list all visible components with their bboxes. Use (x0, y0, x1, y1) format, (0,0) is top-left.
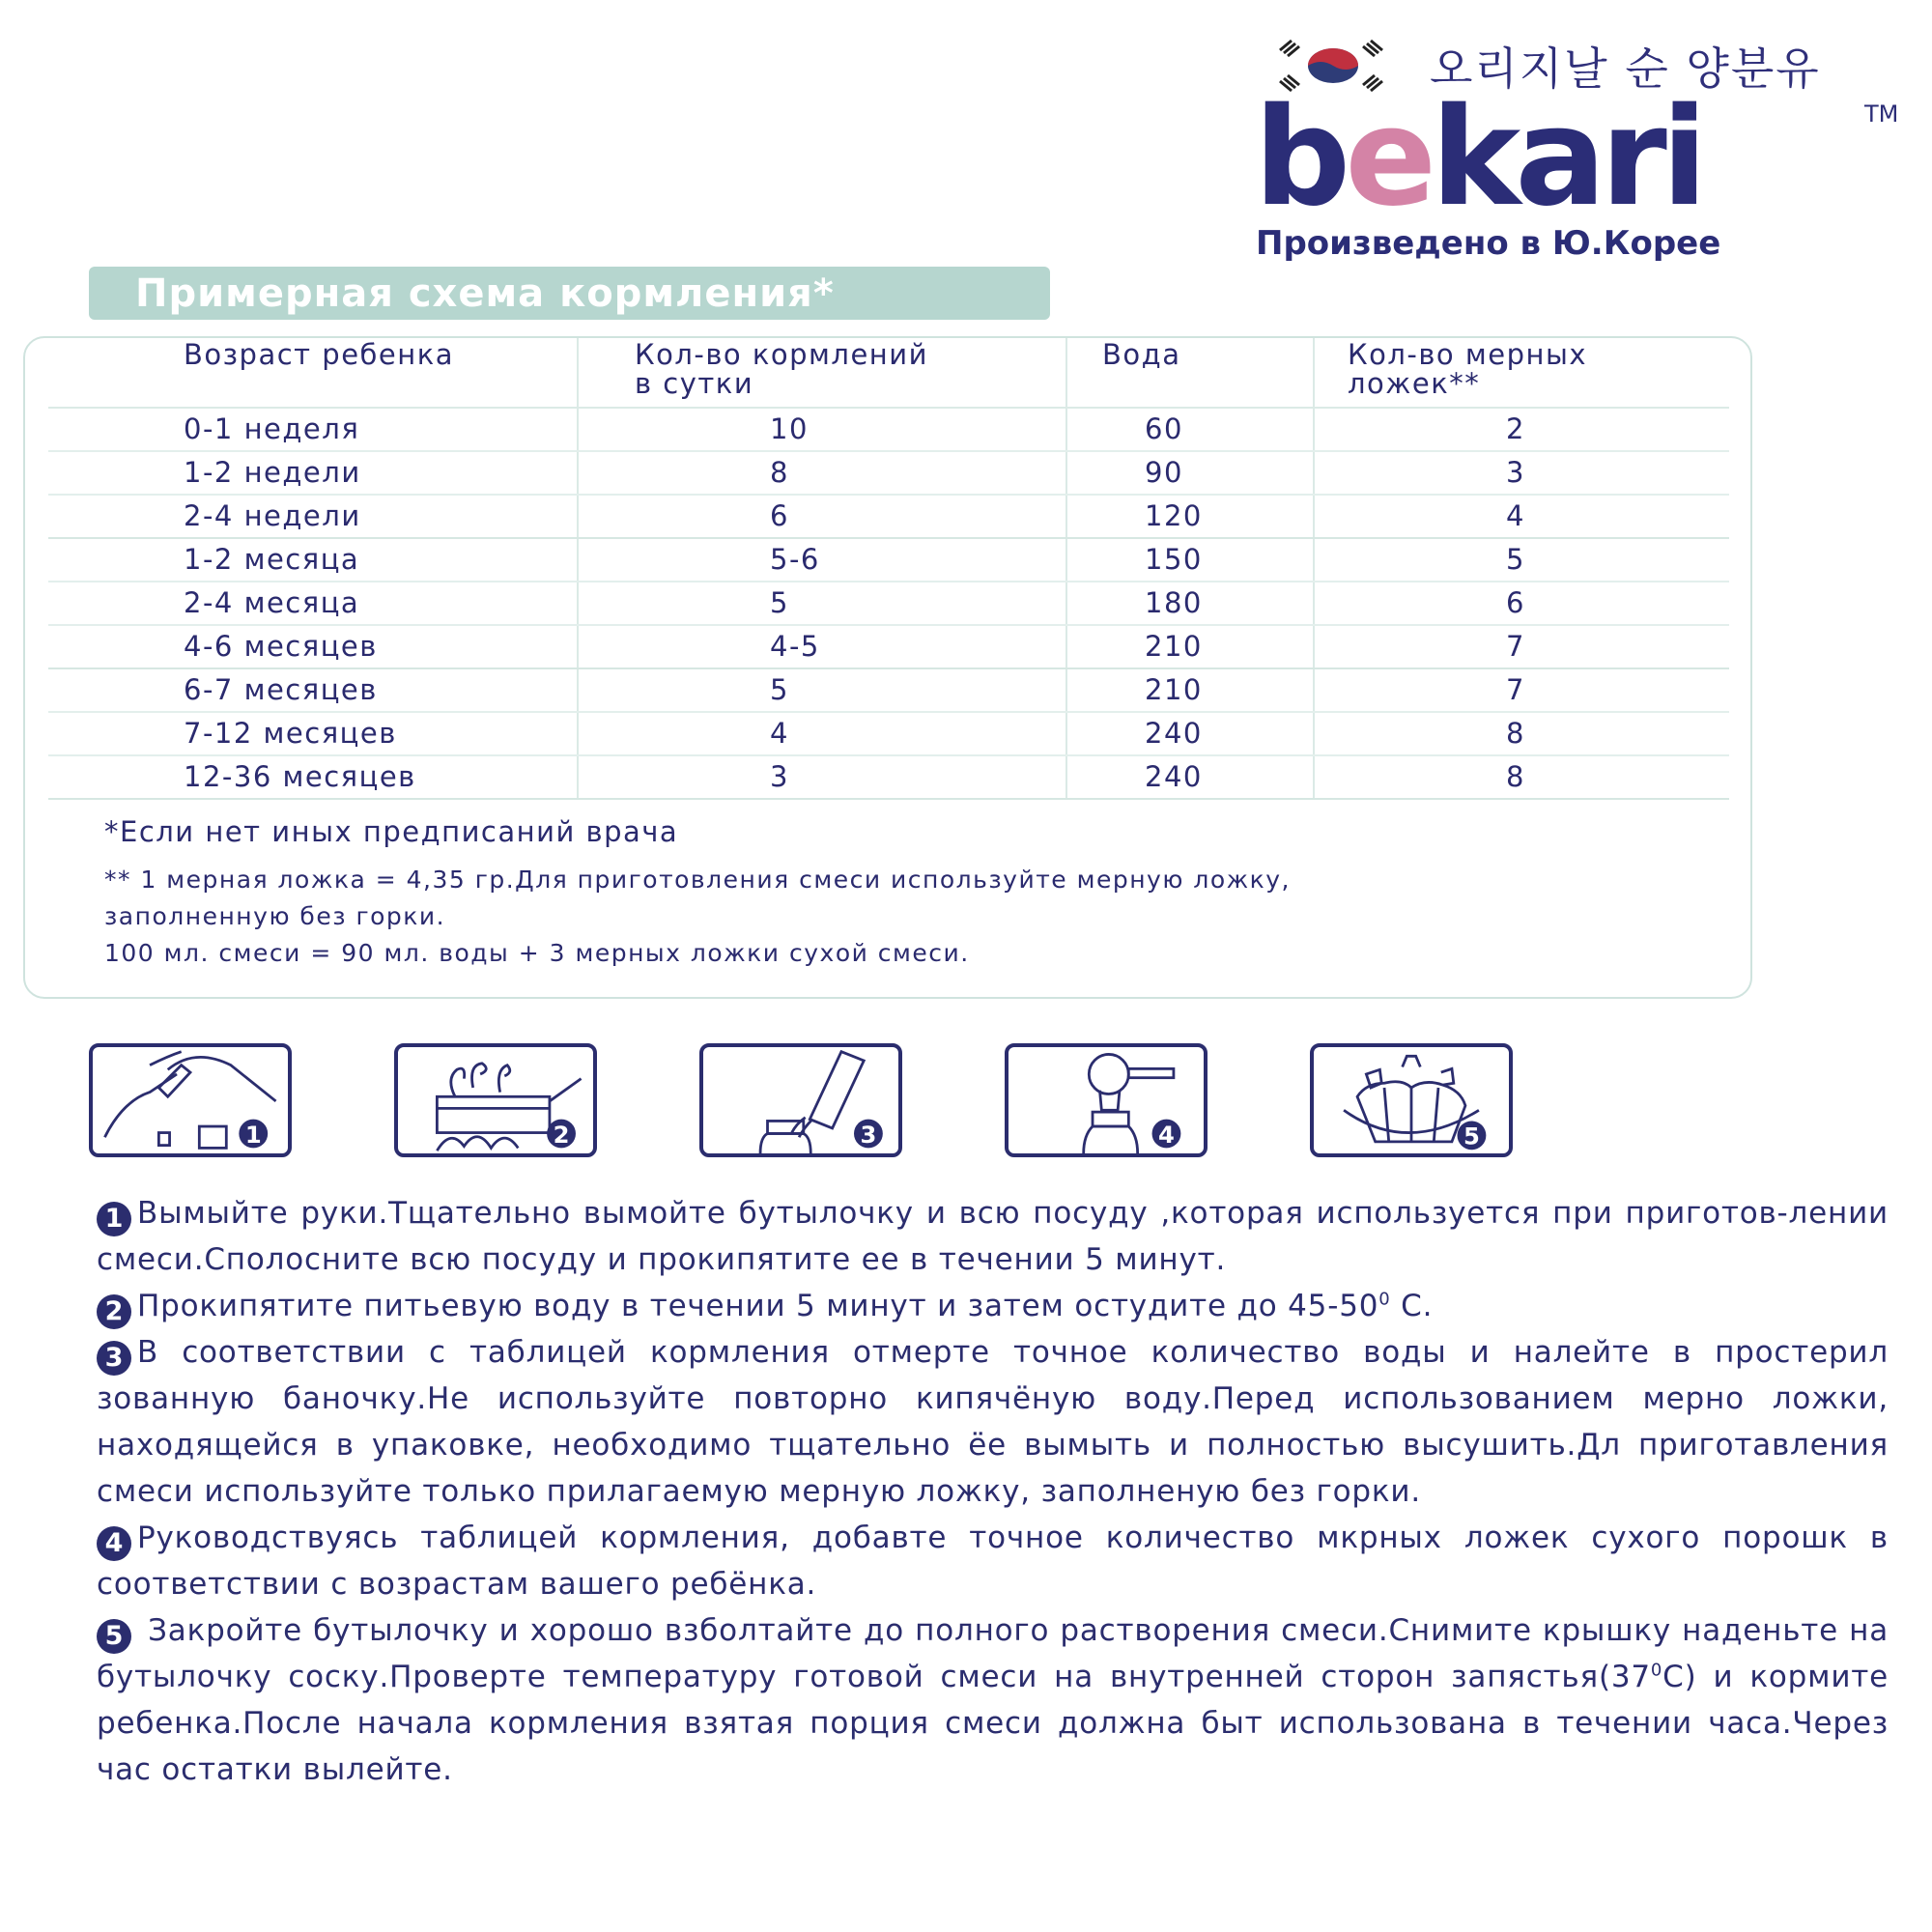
cell-spoons: 6 (1314, 582, 1729, 625)
header-water-text: Вода (1102, 338, 1181, 371)
step-2-text: Прокипятите питьевую воду в течении 5 минут и затем остудите до 45-50 (137, 1289, 1379, 1323)
step-1 (97, 1190, 1889, 1283)
degree-sup: 0 (1650, 1660, 1663, 1681)
brand-part-kari: kari (1431, 79, 1702, 237)
icon-number-1: 1 (244, 1121, 262, 1149)
cell-feedings: 5-6 (578, 538, 1066, 582)
cell-feedings: 4-5 (578, 625, 1066, 668)
icon-number-4: 4 (1158, 1121, 1175, 1149)
step-number-4: 4 (97, 1526, 131, 1561)
cell-water: 120 (1066, 495, 1314, 538)
cell-spoons: 8 (1314, 755, 1729, 799)
doctor-note: *Если нет иных предписаний врача (104, 815, 679, 848)
step-2 (97, 1283, 1889, 1329)
cell-water: 150 (1066, 538, 1314, 582)
cell-spoons: 3 (1314, 451, 1729, 495)
brand-part-b: b (1254, 79, 1346, 237)
step-5-text: Закройте бутылочку и хорошо взболтайте до полного растворения смеси.Снимите крышку наденьте на бутылочку соску.Проверте температуру готовой смеси на внутренней сторон запястья(37 (97, 1613, 1889, 1694)
cell-feedings: 3 (578, 755, 1066, 799)
section-title: Примерная схема кормления* (135, 271, 835, 316)
step-5-text-end: С) и кормите ребенка.После начала кормления взятая порция смеси должна быт использована в течении часа.Через час остатки вылейте. (97, 1660, 1889, 1787)
cell-age: 1-2 месяца (48, 538, 578, 582)
cell-age: 0-1 неделя (48, 408, 578, 451)
cell-age: 7-12 месяцев (48, 712, 578, 755)
table-row (48, 712, 1729, 755)
step-5 (97, 1607, 1889, 1793)
made-in-label: Произведено в Ю.Корее (1256, 224, 1721, 263)
table-header-row (48, 338, 1729, 408)
cell-water: 210 (1066, 668, 1314, 712)
cell-water: 180 (1066, 582, 1314, 625)
cell-spoons: 7 (1314, 625, 1729, 668)
icon-number-3: 3 (860, 1121, 877, 1149)
pour-water-icon (699, 1043, 902, 1157)
preparation-instructions (97, 1190, 1889, 1793)
step-3 (97, 1329, 1889, 1515)
table-row (48, 538, 1729, 582)
cell-feedings: 6 (578, 495, 1066, 538)
header-age (48, 338, 578, 408)
cell-feedings: 8 (578, 451, 1066, 495)
header-spoons-line1: Кол-во мерных (1348, 338, 1588, 371)
cell-age: 2-4 недели (48, 495, 578, 538)
spoon-note-line1: ** 1 мерная ложка = 4,35 гр.Для приготовления смеси используйте мерную ложку, (104, 866, 1291, 894)
ratio-note: 100 мл. смеси = 90 мл. воды + 3 мерных ложки сухой смеси. (104, 939, 970, 967)
cell-spoons: 2 (1314, 408, 1729, 451)
step-4-text: Руководствуясь таблицей кормления, добавте точное количество мкрных ложек сухого порошк в соответствии с возрастам вашего ребёнка. (97, 1520, 1889, 1602)
brand-part-e: e (1345, 79, 1432, 237)
header-feedings (578, 338, 1066, 408)
step-4 (97, 1515, 1889, 1607)
table-row (48, 625, 1729, 668)
feeding-table-content (48, 338, 1729, 972)
table-row (48, 495, 1729, 538)
header-feedings-line2: в сутки (635, 367, 754, 400)
header-feedings-line1: Кол-во кормлений (635, 338, 928, 371)
step-number-1: 1 (97, 1202, 131, 1236)
step-1-text: Вымыйте руки.Тщательно вымойте бутылочку и всю посуду ,которая используется при приготов-лении смеси.Сполосните всю посуду и прокипятите ее в течении 5 минут. (97, 1196, 1889, 1277)
step-2-text-end: С. (1390, 1289, 1434, 1323)
cell-feedings: 10 (578, 408, 1066, 451)
cell-feedings: 4 (578, 712, 1066, 755)
icon-number-2: 2 (553, 1121, 570, 1149)
step-number-5: 5 (97, 1619, 131, 1654)
table-row (48, 582, 1729, 625)
step-number-2: 2 (97, 1294, 131, 1329)
cell-age: 1-2 недели (48, 451, 578, 495)
cell-age: 2-4 месяца (48, 582, 578, 625)
cell-water: 60 (1066, 408, 1314, 451)
table-row (48, 755, 1729, 799)
wash-hands-icon (89, 1043, 292, 1157)
cell-water: 240 (1066, 712, 1314, 755)
spoon-notes (104, 862, 1727, 972)
table-row (48, 668, 1729, 712)
icon-number-5: 5 (1463, 1122, 1480, 1151)
cell-spoons: 4 (1314, 495, 1729, 538)
cell-feedings: 5 (578, 582, 1066, 625)
cell-water: 240 (1066, 755, 1314, 799)
degree-sup: 0 (1378, 1289, 1391, 1310)
header-spoons (1314, 338, 1729, 408)
feeding-table (48, 338, 1729, 800)
header-age-text: Возраст ребенка (184, 338, 455, 371)
table-row (48, 408, 1729, 451)
cell-water: 210 (1066, 625, 1314, 668)
spoon-note-line2: заполненную без горки. (104, 902, 446, 930)
step-3-text: В соответствии с таблицей кормления отмерте точное количество воды и налейте в простерил зованную баночку.Не используйте повторно кипячёную воду.Перед использованием мерно ложки, находящейся в упаковке, необходимо тщательно ёе вымыть и полностью высушить.Дл приготавления смеси используйте только прилагаемую мерную ложку, заполненую без горки. (97, 1335, 1889, 1509)
cell-spoons: 7 (1314, 668, 1729, 712)
header-water (1066, 338, 1314, 408)
step-number-3: 3 (97, 1341, 131, 1376)
cell-feedings: 5 (578, 668, 1066, 712)
cell-spoons: 5 (1314, 538, 1729, 582)
cell-age: 4-6 месяцев (48, 625, 578, 668)
boil-pot-icon (394, 1043, 597, 1157)
table-row (48, 451, 1729, 495)
trademark-mark: TM (1864, 100, 1899, 128)
cell-age: 12-36 месяцев (48, 755, 578, 799)
add-powder-icon (1005, 1043, 1208, 1157)
cell-age: 6-7 месяцев (48, 668, 578, 712)
cell-water: 90 (1066, 451, 1314, 495)
header-spoons-line2: ложек** (1348, 367, 1481, 400)
korean-tagline: 오리지날 순 양분유 (1430, 43, 1821, 95)
shake-bottles-icon (1310, 1043, 1513, 1157)
cell-spoons: 8 (1314, 712, 1729, 755)
brand-logo (1254, 79, 1702, 237)
